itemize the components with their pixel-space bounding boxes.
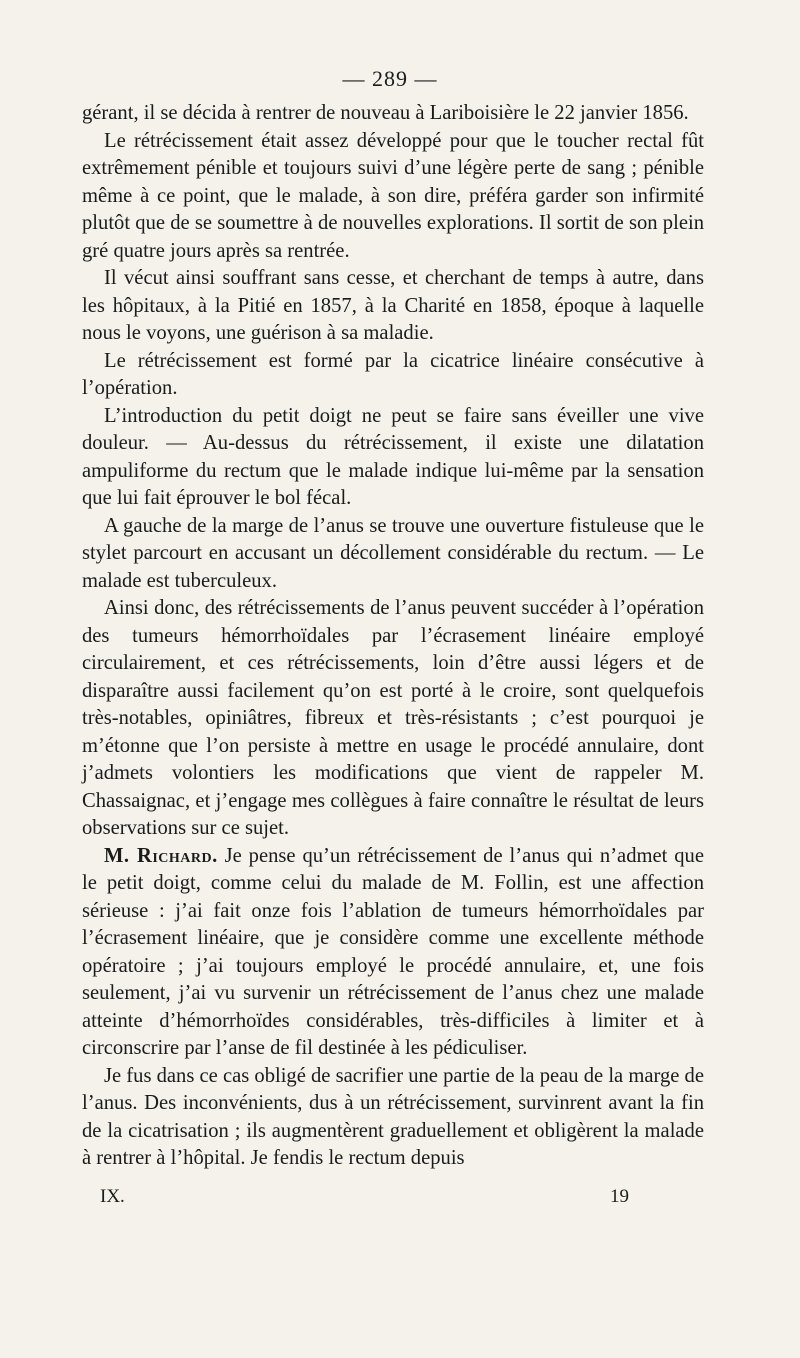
paragraph-1: gérant, il se décida à rentrer de nouveau à Lariboisière le 22 janvier 1856. bbox=[82, 102, 689, 124]
signature-mark-right: 19 bbox=[610, 1186, 629, 1207]
signature-mark-left: IX. bbox=[100, 1186, 125, 1207]
paragraph-9: Je fus dans ce cas obligé de sacrifier une partie de la peau de la marge de l’anus. Des inconvénients, dus à un rétrécissement, survinrent avant la fin de la cicatrisation ; ils augmentèrent graduellement et obligèrent la malade à rentrer à l’hôpital. Je fendis le rectum depuis bbox=[82, 1064, 704, 1169]
paragraph-4: Le rétrécissement est formé par la cicatrice linéaire consécutive à l’opération. bbox=[82, 349, 704, 399]
paragraph-3: Il vécut ainsi souffrant sans cesse, et cherchant de temps à autre, dans les hôpitaux, à la Pitié en 1857, à la Charité en 1858, époque à laquelle nous le voyons, une guérison à sa maladie. bbox=[82, 267, 704, 344]
paragraph-6: A gauche de la marge de l’anus se trouve une ouverture fistuleuse que le stylet parcourt en accusant un décollement considérable du rectum. — Le malade est tuberculeux. bbox=[82, 514, 704, 592]
speaker-text: Je pense qu’un rétrécissement de l’anus qui n’admet que le petit doigt, comme celui du malade de M. Follin, est une affection sérieuse : j’ai fait onze fois l’ablation de tumeurs hémorrhoïdales par l’écrasement linéaire, que je considère comme une excellente méthode opératoire ; j’ai toujours employé le procédé annulaire, et, une fois seulement, j’ai vu survenir un rétrécissement de l’anus chez une malade atteinte d’hémorrhoïdes considérables, très-difficiles à limiter et à circonscrire par l’anse de fil destinée à les pédiculiser. bbox=[82, 844, 704, 1059]
speaker-name: M. Richard. bbox=[104, 844, 218, 867]
paragraph-8 bbox=[82, 843, 704, 1063]
paragraph-5: L’introduction du petit doigt ne peut se faire sans éveiller une vive douleur. — Au-dessus du rétrécissement, il existe une dilatation ampuliforme du rectum que le malade indique lui-même par la sensation que lui fait éprouver le bol fécal. bbox=[82, 404, 704, 509]
body-text bbox=[82, 100, 704, 1173]
paragraph-7: Ainsi donc, des rétrécissements de l’anus peuvent succéder à l’opération des tumeurs hémorrhoïdales par l’écrasement linéaire employé circulairement, et ces rétrécissements, loin d’être aussi légers et de disparaître aussi facilement qu’on est porté à le croire, sont quelquefois très-notables, opiniâtres, fibreux et très-résistants ; c’est pourquoi je m’étonne que l’on persiste à mettre en usage le procédé annulaire, dont j’admets volontiers les modifications que vient de rappeler M. Chassaignac, et j’engage mes collègues à faire connaître le résultat de leurs observations sur ce sujet. bbox=[82, 597, 704, 839]
page-number: — 289 — bbox=[342, 66, 438, 91]
paragraph-2: Le rétrécissement était assez développé pour que le toucher rectal fût extrêmement pénible et toujours suivi d’une légère perte de sang ; pénible même à ce point, que le malade, à son dire, préféra garder son infirmité plutôt que de se soumettre à de nouvelles explorations. Il sortit de son plein gré quatre jours après sa rentrée. bbox=[82, 129, 704, 262]
